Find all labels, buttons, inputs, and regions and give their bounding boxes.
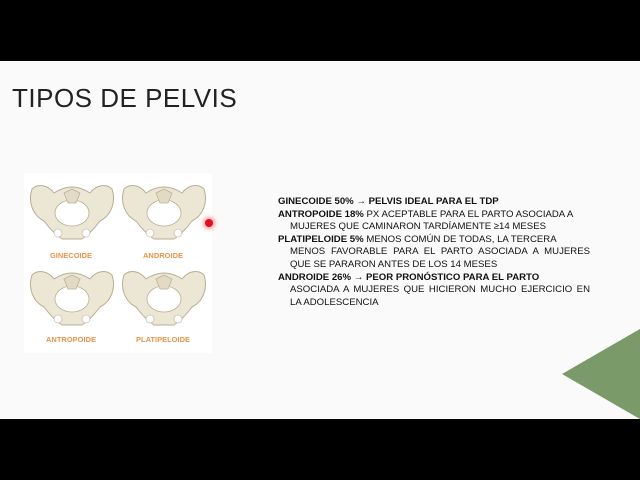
item-head: GINECOIDE 50% → PELVIS IDEAL PARA EL TDP <box>278 196 499 207</box>
item-head: ANTROPOIDE 18% <box>278 208 364 220</box>
pelvis-ginecoide-image <box>31 186 114 239</box>
label-ginecoide: GINECOIDE <box>49 251 93 260</box>
pelvis-types-figure <box>24 173 212 353</box>
label-platipeloide: PLATIPELOIDE <box>135 335 191 344</box>
label-antropoide: ANTROPOIDE <box>45 335 96 344</box>
item-platipeloide <box>278 234 590 272</box>
item-rest: MENOS COMÚN DE TODAS, LA TERCERA <box>363 233 557 245</box>
label-androide: ANDROIDE <box>142 251 183 260</box>
item-head: PLATIPELOIDE 5% <box>278 233 364 245</box>
item-continuation: MUJERES QUE CAMINARON TARDÍAMENTE ≥14 MESES <box>290 221 546 233</box>
slide-title: TIPOS DE PELVIS <box>12 83 238 113</box>
pelvis-descriptions <box>278 196 590 309</box>
laser-pointer-dot <box>205 219 213 227</box>
item-head: ANDROIDE 26% → PEOR PRONÓSTICO PARA EL PARTO <box>278 271 540 283</box>
pelvis-antropoide-image <box>31 272 114 325</box>
item-ginecoide <box>278 196 590 209</box>
item-continuation: MENOS FAVORABLE PARA EL PARTO ASOCIADA A MUJERES QUE SE PARARON ANTES DE LOS 14 MESES <box>290 246 590 270</box>
pelvis-platipeloide-image <box>123 272 206 325</box>
item-rest: PX ACEPTABLE PARA EL PARTO ASOCIADA A <box>363 208 574 220</box>
item-antropoide <box>278 209 590 234</box>
pelvis-androide-image <box>123 186 206 239</box>
presentation-slide <box>0 61 640 419</box>
item-continuation: ASOCIADA A MUJERES QUE HICIERON MUCHO EJERCICIO EN LA ADOLESCENCIA <box>290 284 590 308</box>
item-androide <box>278 272 590 310</box>
pelvis-illustrations <box>24 173 212 353</box>
decorative-triangle <box>562 329 640 419</box>
